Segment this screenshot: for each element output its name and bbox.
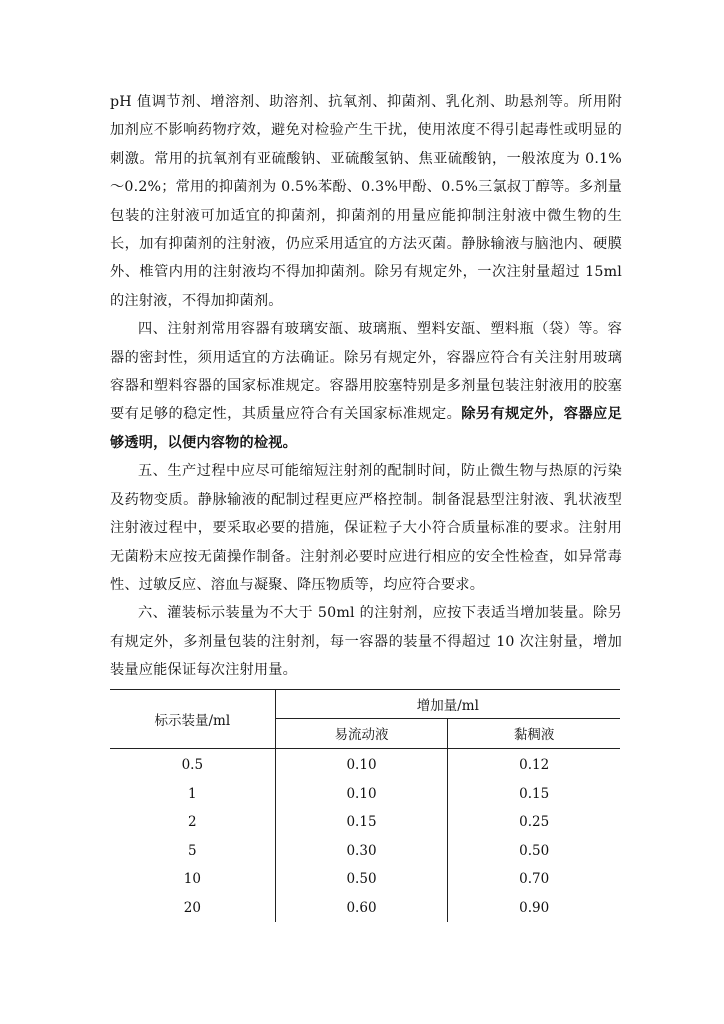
table-cell-labeled-volume: 10 bbox=[110, 865, 275, 894]
table-row bbox=[110, 779, 620, 808]
paragraph-production: 五、生产过程中应尽可能缩短注射剂的配制时间，防止微生物与热原的污染及药物变质。静脉输液的配制过程更应严格控制。制备混悬型注射液、乳状液型注射液过程中，要采取必要的措施，保证粒子大小符合质量标准的要求。注射用无菌粉末应按无菌操作制备。注射剂必要时应进行相应的安全性检查，如异常毒性、过敏反应、溶血与凝聚、降压物质等，均应符合要求。 bbox=[110, 463, 622, 593]
table-cell-mobile: 0.50 bbox=[275, 865, 448, 894]
table-cell-viscous: 0.70 bbox=[519, 871, 550, 888]
table-cell-mobile: 0.60 bbox=[275, 894, 448, 923]
table-cell-labeled-volume: 5 bbox=[110, 837, 275, 866]
paragraph-containers bbox=[110, 315, 622, 457]
table-cell-viscous: 0.12 bbox=[519, 757, 550, 774]
table-row bbox=[110, 865, 620, 894]
table-cell-labeled-volume: 1 bbox=[110, 779, 275, 808]
table-cell-labeled-volume: 0.5 bbox=[110, 748, 275, 779]
table-row bbox=[110, 837, 620, 866]
table-row bbox=[110, 808, 620, 837]
table-cell-viscous: 0.90 bbox=[519, 899, 550, 916]
table-cell-mobile: 0.10 bbox=[275, 779, 448, 808]
table-cell-mobile: 0.30 bbox=[275, 837, 448, 866]
table-cell-viscous: 0.50 bbox=[519, 842, 550, 859]
paragraph-additives: pH 值调节剂、增溶剂、助溶剂、抗氧剂、抑菌剂、乳化剂、助悬剂等。所用附加剂应不影响药物疗效，避免对检验产生干扰，使用浓度不得引起毒性或明显的刺激。常用的抗氧剂有亚硫酸钠、亚硫酸氢钠、焦亚硫酸钠，一般浓度为 0.1%～0.2%；常用的抑菌剂为 0.5%苯酚、0.3%甲酚、0.5%三氯叔丁醇等。多剂量包装的注射液可加适宜的抑菌剂，抑菌剂的用量应能抑制注射液中微生物的生长，加有抑菌剂的注射液，仍应采用适宜的方法灭菌。静脉输液与脑池内、硬膜外、椎管内用的注射液均不得加抑菌剂。除另有规定外，一次注射量超过 15ml 的注射液，不得加抑菌剂。 bbox=[110, 94, 622, 309]
fill-volume-table bbox=[110, 689, 620, 923]
table-cell-labeled-volume: 2 bbox=[110, 808, 275, 837]
table-row bbox=[110, 748, 620, 779]
paragraph-containers-bold-text: 除另有规定外，容器应足够透明，以便内容物的检视。 bbox=[110, 406, 622, 451]
table-header-increase: 增加量/ml bbox=[275, 689, 620, 719]
document-page bbox=[110, 88, 622, 922]
table-cell-mobile: 0.10 bbox=[275, 748, 448, 779]
paragraph-containers-text: 四、注射剂常用容器有玻璃安瓿、玻璃瓶、塑料安瓿、塑料瓶（袋）等。容器的密封性，须用适宜的方法确证。除另有规定外，容器应符合有关注射用玻璃容器和塑料容器的国家标准规定。容器用胶塞特别是多剂量包装注射液用的胶塞要有足够的稳定性，其质量应符合有关国家标准规定。 bbox=[110, 321, 622, 423]
table-cell-labeled-volume: 20 bbox=[110, 894, 275, 923]
table-cell-viscous: 0.25 bbox=[519, 814, 550, 831]
table-header-viscous-liquid: 黏稠液 bbox=[448, 719, 620, 749]
table-cell-mobile: 0.15 bbox=[275, 808, 448, 837]
table-row bbox=[110, 894, 620, 923]
table-cell-viscous: 0.15 bbox=[519, 785, 550, 802]
paragraph-filling: 六、灌装标示装量为不大于 50ml 的注射剂，应按下表适当增加装量。除另有规定外，多剂量包装的注射剂，每一容器的装量不得超过 10 次注射量，增加装量应能保证每次注射用量。 bbox=[110, 605, 622, 679]
table-header-mobile-liquid: 易流动液 bbox=[275, 719, 448, 749]
table-header-labeled-volume: 标示装量/ml bbox=[110, 689, 275, 748]
